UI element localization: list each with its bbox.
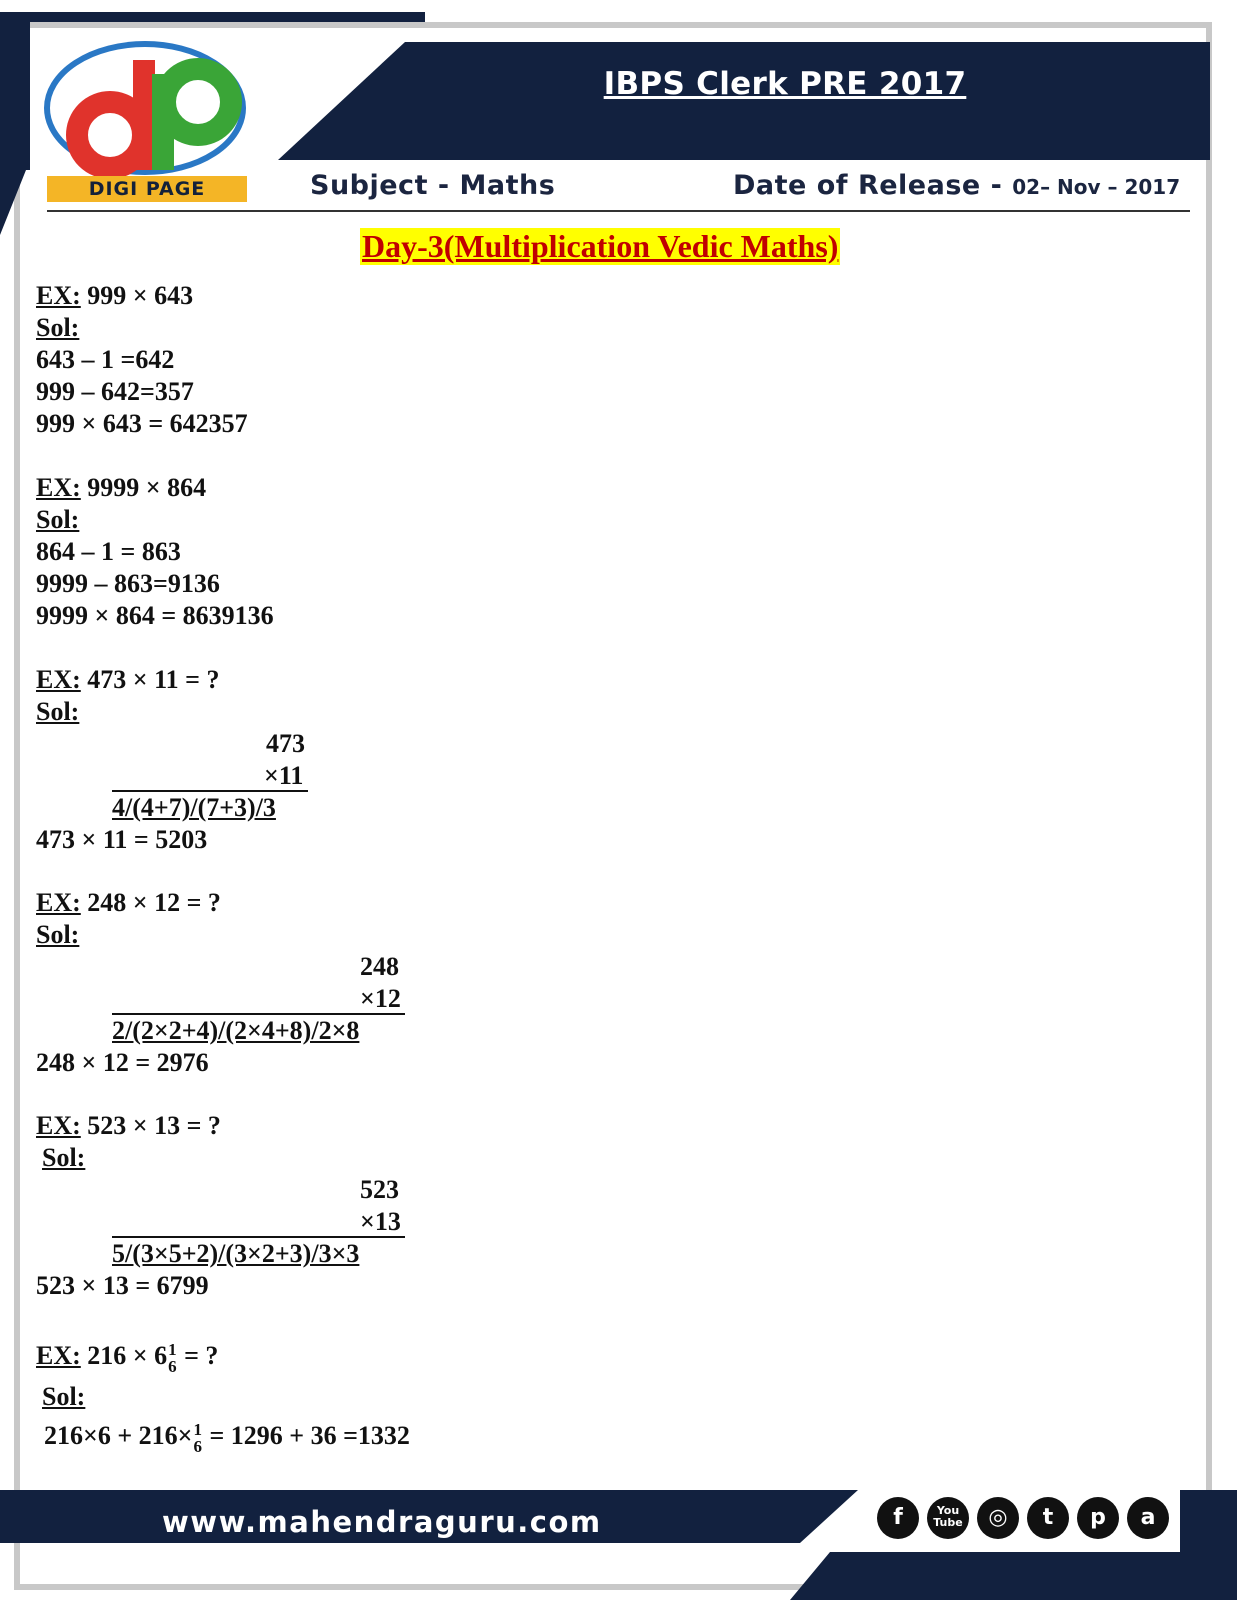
fraction bbox=[168, 1341, 177, 1375]
example-question bbox=[36, 280, 193, 312]
sol-label: Sol: bbox=[36, 505, 80, 534]
ex-label: EX: bbox=[36, 1111, 81, 1140]
fraction-numerator: 1 bbox=[193, 1420, 202, 1440]
question-text: = ? bbox=[177, 1341, 219, 1370]
example-question bbox=[36, 1340, 218, 1375]
page-title: IBPS Clerk PRE 2017 bbox=[603, 66, 967, 102]
release-info bbox=[733, 170, 1180, 201]
example-question bbox=[36, 1110, 221, 1142]
result-line: 248 × 12 = 2976 bbox=[36, 1048, 209, 1077]
logo-text: DIGI PAGE bbox=[47, 176, 247, 202]
multiplicand: 473 bbox=[266, 729, 305, 758]
step-line: 999 – 642=357 bbox=[36, 377, 194, 406]
android-icon[interactable]: a bbox=[1127, 1497, 1169, 1539]
release-date: 02– Nov – 2017 bbox=[1012, 175, 1181, 199]
twitter-icon[interactable]: t bbox=[1027, 1497, 1069, 1539]
left-edge-decoration bbox=[0, 160, 30, 240]
step-line: 643 – 1 =642 bbox=[36, 345, 175, 374]
solution-text: = 1296 + 36 =1332 bbox=[202, 1421, 410, 1450]
ex-label: EX: bbox=[36, 281, 81, 310]
working-line: 2/(2×2+4)/(2×4+8)/2×8 bbox=[112, 1016, 360, 1045]
step-line: 9999 – 863=9136 bbox=[36, 569, 220, 598]
step-line: 864 – 1 = 863 bbox=[36, 537, 181, 566]
subject-label: Subject - Maths bbox=[310, 170, 556, 201]
solution-text: 216×6 + 216× bbox=[44, 1421, 193, 1450]
header-divider bbox=[47, 210, 1190, 212]
fraction-numerator: 1 bbox=[168, 1340, 177, 1360]
website-link[interactable]: www.mahendraguru.com bbox=[162, 1505, 602, 1539]
working-line: 4/(4+7)/(7+3)/3 bbox=[112, 793, 276, 822]
ex-label: EX: bbox=[36, 1341, 81, 1370]
sol-label: Sol: bbox=[36, 313, 80, 342]
fraction bbox=[193, 1421, 202, 1455]
multiplier: ×12 bbox=[360, 984, 401, 1013]
sol-label: Sol: bbox=[42, 1143, 86, 1172]
instagram-icon[interactable]: ◎ bbox=[977, 1497, 1019, 1539]
question-text: 9999 × 864 bbox=[80, 473, 207, 502]
fraction-denominator: 6 bbox=[193, 1437, 202, 1457]
question-text: 473 × 11 = ? bbox=[80, 665, 220, 694]
multiplier: ×13 bbox=[360, 1207, 401, 1236]
result-line: 523 × 13 = 6799 bbox=[36, 1271, 209, 1300]
working-line: 5/(3×5+2)/(3×2+3)/3×3 bbox=[112, 1239, 360, 1268]
question-text: 999 × 643 bbox=[80, 281, 194, 310]
question-text: 248 × 12 = ? bbox=[80, 888, 221, 917]
step-line: 9999 × 864 = 8639136 bbox=[36, 601, 274, 630]
example-question bbox=[36, 664, 219, 696]
question-text: 523 × 13 = ? bbox=[80, 1111, 221, 1140]
release-label: Date of Release - bbox=[733, 170, 1013, 201]
example-question bbox=[36, 472, 206, 504]
fraction-denominator: 6 bbox=[168, 1357, 177, 1377]
ex-label: EX: bbox=[36, 888, 81, 917]
multiplicand: 248 bbox=[360, 952, 399, 981]
youtube-icon[interactable]: You Tube bbox=[927, 1497, 969, 1539]
question-text: 216 × 6 bbox=[80, 1341, 168, 1370]
step-line: 999 × 643 = 642357 bbox=[36, 409, 248, 438]
sol-label: Sol: bbox=[36, 920, 80, 949]
ex-label: EX: bbox=[36, 473, 81, 502]
multiplier: ×11 bbox=[264, 761, 304, 790]
facebook-icon[interactable]: f bbox=[877, 1497, 919, 1539]
example-question bbox=[36, 887, 221, 919]
sol-label: Sol: bbox=[36, 697, 80, 726]
section-heading: Day-3(Multiplication Vedic Maths) bbox=[362, 228, 839, 264]
multiplicand: 523 bbox=[360, 1175, 399, 1204]
sol-label: Sol: bbox=[42, 1382, 86, 1411]
ex-label: EX: bbox=[36, 665, 81, 694]
pinterest-icon[interactable]: p bbox=[1077, 1497, 1119, 1539]
result-line: 473 × 11 = 5203 bbox=[36, 825, 208, 854]
result-line bbox=[44, 1420, 410, 1455]
